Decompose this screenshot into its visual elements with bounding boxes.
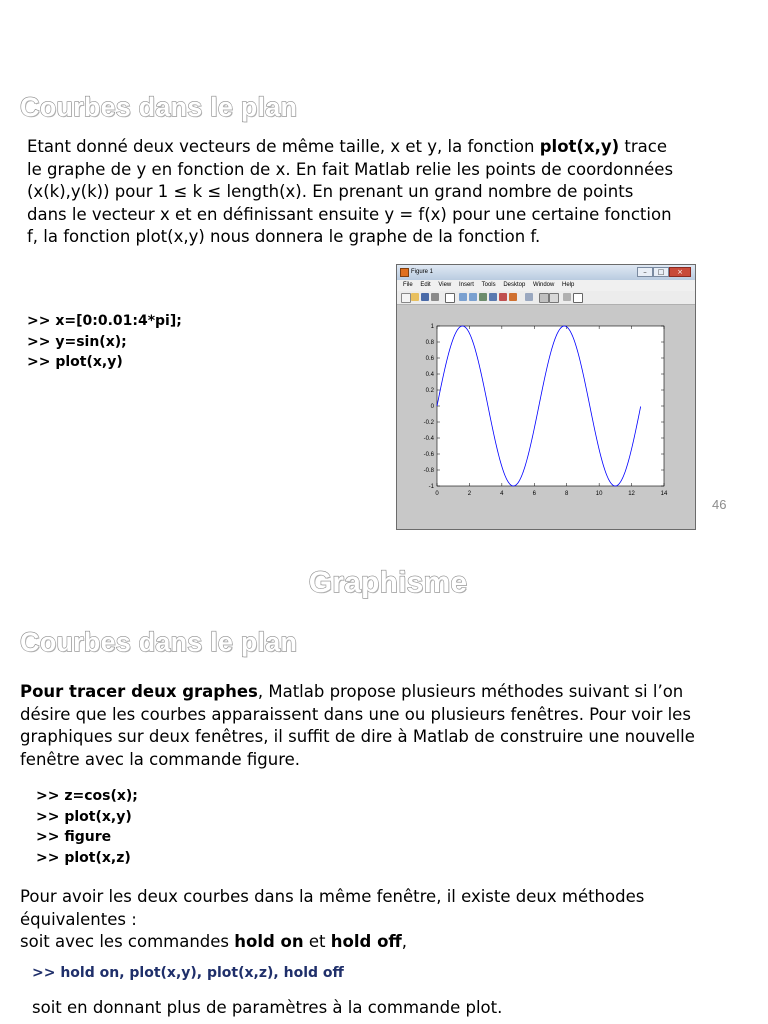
open-file-icon[interactable] bbox=[411, 293, 419, 301]
menu-view[interactable]: View bbox=[438, 282, 452, 288]
figure-menu-bar bbox=[397, 280, 695, 291]
rotate-icon[interactable] bbox=[489, 293, 497, 301]
menu-edit[interactable]: Edit bbox=[420, 282, 431, 288]
figure-title-bar bbox=[397, 265, 695, 280]
print-icon[interactable] bbox=[431, 293, 439, 301]
sine-plot bbox=[397, 305, 695, 529]
intro-paragraph bbox=[27, 136, 677, 249]
code-line: >> x=[0:0.01:4*pi]; bbox=[27, 313, 182, 329]
more-params-paragraph: soit en donnant plus de paramètres à la commande plot. bbox=[32, 998, 503, 1017]
y-tick-label: -1 bbox=[428, 484, 434, 490]
menu-tools[interactable]: Tools bbox=[481, 282, 496, 288]
y-tick-label: 1 bbox=[430, 324, 434, 330]
show-tools-icon[interactable] bbox=[573, 293, 583, 303]
hold-text-1: soit avec les commandes bbox=[20, 932, 235, 951]
menu-insert[interactable]: Insert bbox=[458, 282, 474, 288]
y-tick-label: -0.8 bbox=[423, 468, 434, 474]
hold-line bbox=[20, 931, 720, 954]
data-cursor-icon[interactable] bbox=[499, 293, 507, 301]
plot-axes-area bbox=[437, 326, 664, 486]
figure-toolbar bbox=[397, 291, 695, 305]
plot-function-name: plot(x,y) bbox=[539, 137, 620, 156]
code-line: >> y=sin(x); bbox=[27, 333, 127, 350]
x-tick-label: 6 bbox=[532, 491, 536, 497]
x-tick-label: 14 bbox=[660, 491, 668, 497]
two-graphs-lead: Pour tracer deux graphes bbox=[20, 682, 258, 701]
code-line: >> plot(x,y) bbox=[27, 354, 123, 370]
section-heading: Courbes dans le plan bbox=[20, 627, 298, 657]
legend-icon[interactable] bbox=[549, 293, 559, 303]
link-plot-icon[interactable] bbox=[525, 293, 533, 301]
same-window-paragraph bbox=[20, 886, 720, 954]
menu-window[interactable]: Window bbox=[533, 282, 555, 288]
zoom-out-icon[interactable] bbox=[469, 293, 477, 301]
menu-desktop[interactable]: Desktop bbox=[503, 282, 526, 288]
pan-icon[interactable] bbox=[479, 293, 487, 301]
y-tick-label: -0.6 bbox=[423, 452, 434, 458]
brush-icon[interactable] bbox=[509, 293, 517, 301]
y-tick-label: 0.4 bbox=[425, 372, 434, 378]
new-figure-icon[interactable] bbox=[401, 293, 411, 303]
y-tick-label: 0 bbox=[430, 404, 434, 410]
maximize-icon[interactable]: □ bbox=[653, 267, 669, 277]
code-line: >> figure bbox=[36, 829, 112, 845]
hide-tools-icon[interactable] bbox=[563, 293, 571, 301]
y-tick-label: 0.2 bbox=[425, 388, 434, 394]
y-tick-label: -0.4 bbox=[423, 436, 434, 442]
two-graphs-paragraph bbox=[20, 681, 720, 771]
x-tick-label: 8 bbox=[565, 491, 569, 497]
zoom-in-icon[interactable] bbox=[459, 293, 467, 301]
intro-text-1: Etant donné deux vecteurs de même taille, x et y, la fonction bbox=[27, 137, 540, 156]
page-number: 46 bbox=[712, 497, 727, 512]
slide-title: Graphisme bbox=[308, 566, 468, 599]
x-tick-label: 12 bbox=[628, 491, 635, 497]
x-tick-label: 0 bbox=[435, 491, 439, 497]
x-tick-label: 2 bbox=[467, 491, 472, 497]
y-tick-label: -0.2 bbox=[423, 420, 434, 426]
hold-text-2: et bbox=[303, 932, 331, 951]
y-tick-label: 0.6 bbox=[425, 356, 434, 362]
two-graphs-text: , Matlab propose plusieurs méthodes suivant si l’on désire que les courbes apparaissent dans une ou plusieurs fenêtres. Pour voir les graphiques sur deux fenêtres, il suffit de dire à Matlab de construire une nouvelle fenêtre avec la commande figure. bbox=[20, 682, 695, 769]
y-tick-label: 0.8 bbox=[425, 340, 434, 346]
x-tick-label: 4 bbox=[500, 491, 504, 497]
code-block-sin bbox=[27, 311, 182, 373]
hold-on-keyword: hold on bbox=[234, 932, 304, 951]
intro-text-2: trace le graphe de y en fonction de x. En fait Matlab relie les points de coordonnées (x(k),y(k)) pour 1 ≤ k ≤ length(x). En prenant un grand nombre de points dans le vecteur x et en définissant ensuite y = f(x) pour une certaine fonction f, la fonction plot(x,y) nous donnera le graphe de la fonction f. bbox=[27, 137, 674, 246]
close-icon[interactable]: × bbox=[669, 267, 691, 277]
code-line: >> z=cos(x); bbox=[36, 788, 138, 804]
colorbar-icon[interactable] bbox=[539, 293, 549, 303]
matlab-app-icon bbox=[400, 268, 409, 277]
hold-text-3: , bbox=[401, 932, 408, 951]
x-tick-label: 10 bbox=[595, 491, 603, 497]
hold-off-keyword: hold off bbox=[330, 932, 402, 951]
menu-help[interactable]: Help bbox=[562, 282, 575, 288]
save-icon[interactable] bbox=[421, 293, 429, 301]
code-line: >> plot(x,y) bbox=[36, 808, 132, 825]
code-line: >> plot(x,z) bbox=[36, 849, 131, 866]
menu-file[interactable]: File bbox=[403, 282, 413, 288]
figure-title: Figure 1 bbox=[411, 269, 434, 275]
minimize-icon[interactable]: – bbox=[637, 267, 653, 277]
code-block-figure bbox=[36, 786, 138, 868]
code-hold-line: >> hold on, plot(x,y), plot(x,z), hold off bbox=[32, 965, 344, 981]
same-window-text: Pour avoir les deux courbes dans la même fenêtre, il existe deux méthodes équivalentes : bbox=[20, 887, 645, 929]
edit-plot-icon[interactable] bbox=[445, 293, 455, 303]
matlab-figure-window bbox=[396, 264, 696, 530]
section-heading: Courbes dans le plan bbox=[20, 92, 298, 122]
